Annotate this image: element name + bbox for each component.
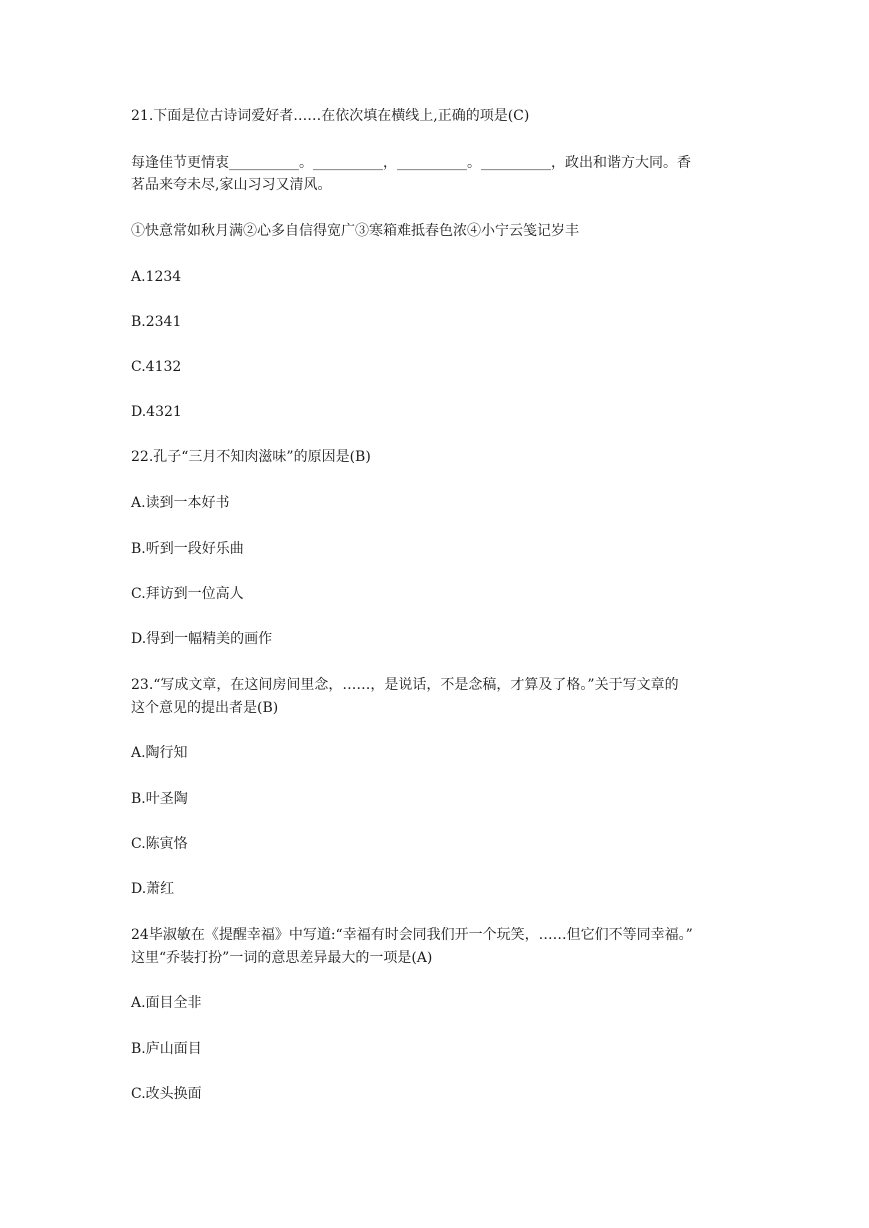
question-22-option-d: D.得到一幅精美的画作 <box>131 631 273 647</box>
question-23-option-c: C.陈寅恪 <box>131 836 188 852</box>
question-23-stem-line-2: 这个意见的提出者是(B) <box>131 700 279 716</box>
question-23-option-b: B.叶圣陶 <box>131 791 188 807</box>
question-21-poem-line-2: 茗品来夸未尽,家山习习又清风。 <box>131 177 332 193</box>
question-24-stem-line-2: 这里“乔装打扮”一词的意思差异最大的一项是(A) <box>131 950 433 966</box>
question-24-option-b: B.庐山面目 <box>131 1041 202 1057</box>
question-24-option-c: C.改头换面 <box>131 1086 202 1102</box>
question-23-option-d: D.萧红 <box>131 881 175 897</box>
question-22-stem: 22.孔子“三月不知肉滋味”的原因是(B) <box>131 449 371 465</box>
question-21-option-a: A.1234 <box>131 269 182 285</box>
question-21-option-d: D.4321 <box>131 404 182 420</box>
question-23-stem-line-1: 23.“写成文章，在这间房间里念，……，是说话，不是念稿，才算及了格。”关于写文章的 <box>131 677 679 693</box>
question-22-option-c: C.拜访到一位高人 <box>131 586 244 602</box>
question-21-choices-line: ①快意常如秋月满②心多自信得宽广③寒箱难抵春色浓④小宁云笺记岁丰 <box>131 223 579 239</box>
question-24-option-a: A.面目全非 <box>131 995 202 1011</box>
question-24-stem-line-1: 24毕淑敏在《提醒幸福》中写道:“幸福有时会同我们开一个玩笑，……但它们不等同幸福。” <box>131 927 693 943</box>
question-22-option-a: A.读到一本好书 <box>131 495 230 511</box>
question-23-option-a: A.陶行知 <box>131 745 188 761</box>
question-22-option-b: B.听到一段好乐曲 <box>131 541 244 557</box>
question-21-poem-line-1: 每逢佳节更情衷__________。__________，__________。__________，政出和谐方大同。香 <box>131 155 691 171</box>
question-21-option-b: B.2341 <box>131 314 182 330</box>
question-21-option-c: C.4132 <box>131 359 182 375</box>
question-21-stem: 21.下面是位古诗词爱好者……在依次填在横线上,正确的项是(C) <box>131 108 530 124</box>
